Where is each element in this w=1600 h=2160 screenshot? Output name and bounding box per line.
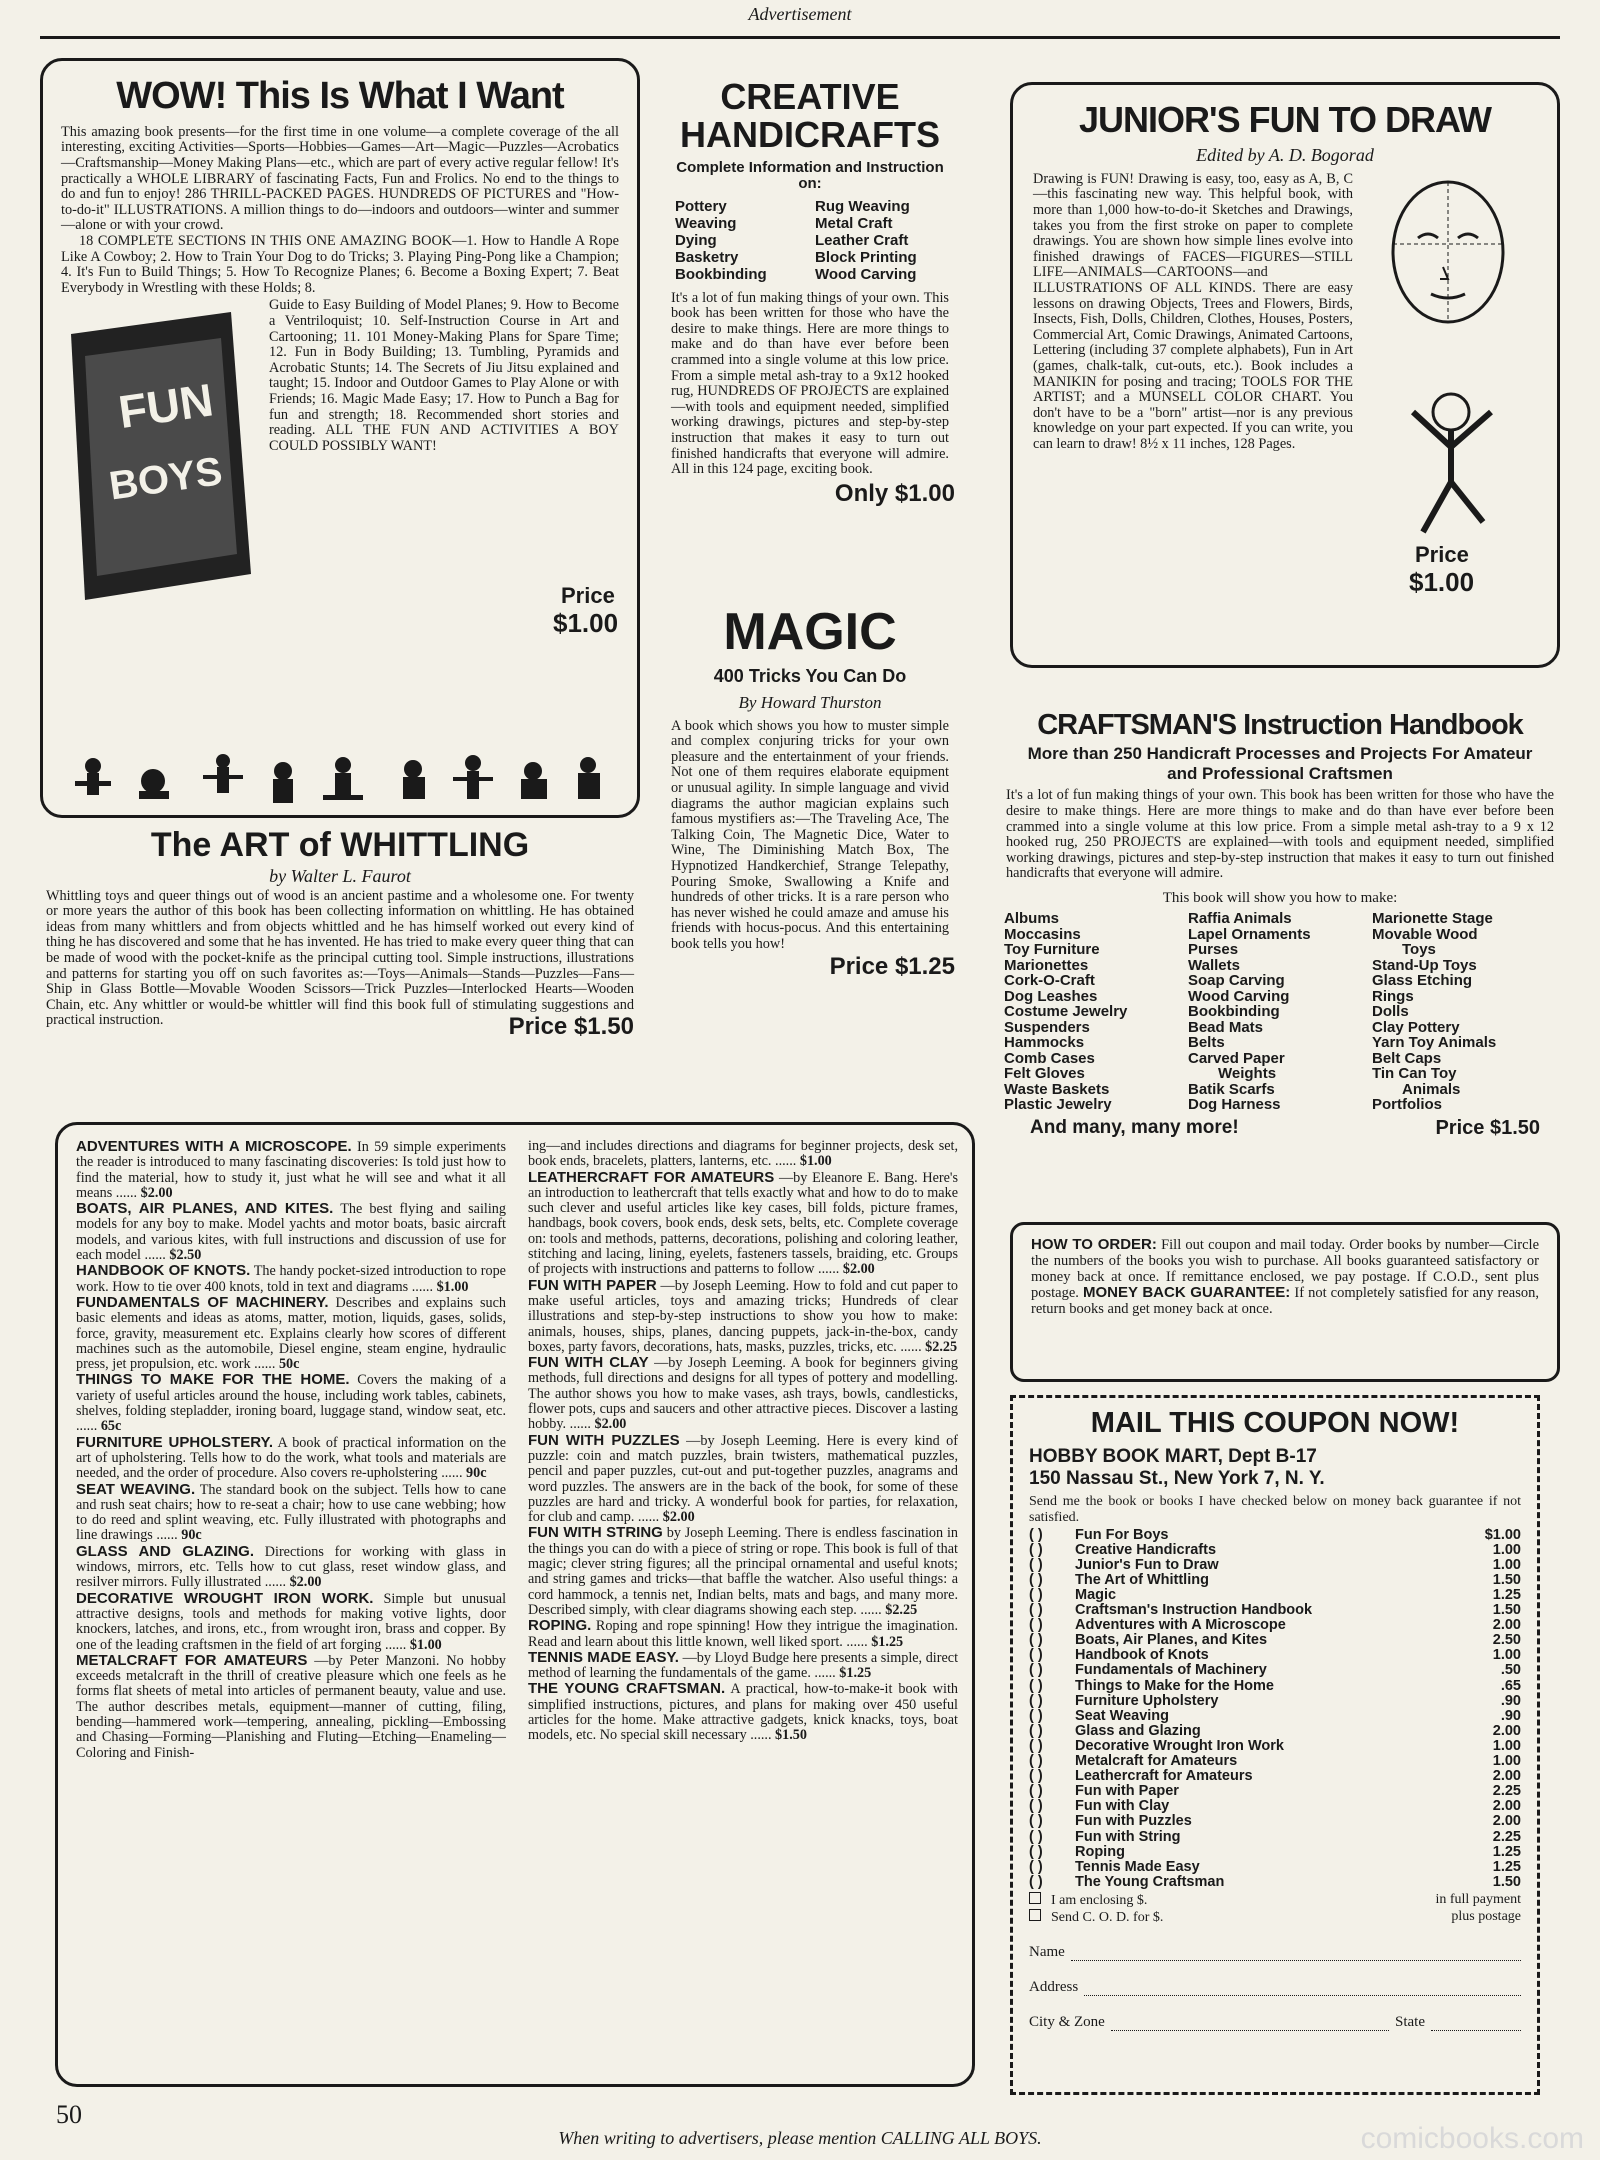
coupon-item-checkbox[interactable]: ( ) — [1029, 1828, 1043, 1845]
book-entry: FUN WITH PUZZLES —by Joseph Leeming. Here is every kind of puzzle: coin and match puzzles, brain twisters, mathematical puzzles, pencil and paper puzzles, cut-out and put-together puzzles, anagrams and word puzzles. The answers are in the back of the book, for some of these puzzles are hard and tricky. A wonderful book for parties, for relaxation, for club and camp. ...... $2.00 — [528, 1431, 959, 1526]
book-entry-description: The handy pocket-sized introduction to rope work. How to tie over 400 knots, told in text and diagrams — [76, 1263, 506, 1295]
craft-item: Belts — [1188, 1034, 1225, 1051]
book-entry-price: 65c — [100, 1418, 122, 1435]
coupon-item-checkbox[interactable]: ( ) — [1029, 1571, 1043, 1588]
coupon-item-name: Glass and Glazing — [1075, 1723, 1201, 1739]
book-entry-price: $2.00 — [594, 1416, 627, 1433]
enclosing-label: I am enclosing $. — [1051, 1892, 1148, 1908]
craft-item: Dog Leashes — [1004, 987, 1098, 1005]
book-entry-price: 50c — [278, 1356, 300, 1373]
craft-item: Purses — [1188, 941, 1239, 958]
how-to-order-label: HOW TO ORDER: — [1031, 1236, 1157, 1253]
coupon-item[interactable] — [1029, 1709, 1521, 1724]
book-entry-title: SEAT WEAVING. — [76, 1480, 196, 1498]
coupon-item-price: 2.00 — [1492, 1617, 1521, 1634]
order-coupon — [1010, 1395, 1540, 2095]
book-entry: THINGS TO MAKE FOR THE HOME. Covers the making of a variety of useful articles around the house, including work tables, cabinets, shelves, folding stepladder, ironing board, luggage stand, window seat, etc. ...... 65c — [76, 1371, 507, 1435]
coupon-item-name: Tennis Made Easy — [1075, 1859, 1200, 1875]
book-entry-price: 90c — [466, 1465, 487, 1482]
coupon-item-price: 1.00 — [1492, 1647, 1521, 1664]
name-label: Name — [1029, 1943, 1065, 1960]
topic-item: Leather Craft — [815, 231, 909, 249]
coupon-item[interactable] — [1029, 1814, 1521, 1829]
coupon-item-checkbox[interactable]: ( ) — [1029, 1662, 1043, 1679]
topic-item: Weaving — [675, 214, 737, 232]
page-header: Advertisement — [748, 4, 852, 24]
coupon-item-checkbox[interactable]: ( ) — [1029, 1783, 1043, 1800]
craftsman-more: And many, many more! — [1030, 1116, 1239, 1138]
topic-item: Block Printing — [815, 248, 917, 266]
coupon-item-name: Metalcraft for Amateurs — [1075, 1754, 1238, 1770]
book-entry-title: THINGS TO MAKE FOR THE HOME. — [76, 1371, 350, 1389]
state-label: State — [1395, 2013, 1425, 2030]
coupon-company: HOBBY BOOK MART, Dept B-17 — [1029, 1446, 1317, 1468]
coupon-item-list — [1029, 1528, 1521, 1890]
craft-item: Clay Pottery — [1372, 1018, 1460, 1036]
cod-label: Send C. O. D. for $. — [1051, 1909, 1164, 1925]
magic-ad — [665, 605, 955, 1110]
craft-item: Belt Caps — [1372, 1049, 1442, 1067]
coupon-item-name: Things to Make for the Home — [1075, 1678, 1274, 1694]
coupon-item-price: 1.00 — [1492, 1753, 1521, 1770]
book-entry-title: FUNDAMENTALS OF MACHINERY. — [76, 1293, 329, 1311]
craft-item: Lapel Ornaments — [1188, 925, 1311, 943]
book-entry: FUN WITH PAPER —by Joseph Leeming. How to fold and cut paper to make useful articles, toys and amazing tricks; Hundreds of clear illustrations and step-by-step instructions to show you how to make: animals, houses, ships, planes, dancing puppets, jack-in-the-box, candy boxes, party favors, decorations, hats, masks, puzzles, tricks, etc. ...... $2.25 — [528, 1276, 958, 1355]
junior-price: $1.00 — [1409, 566, 1475, 597]
craft-item: Batik Scarfs — [1188, 1080, 1275, 1098]
coupon-title: MAIL THIS COUPON NOW! — [1090, 1407, 1460, 1439]
craft-item: Yarn Toy Animals — [1372, 1034, 1497, 1051]
coupon-item-name: Roping — [1075, 1844, 1125, 1860]
craftsmans-handbook-ad — [1000, 710, 1560, 1210]
fun-for-boys-body: This amazing book presents—for the first time in one volume—a complete coverage of the all interesting, exciting Activities—Sports—Hobbies—Games—Art—Magic—Puzzles—Acrobatics—Craftsmanship—Money Making Plans—etc., which are part of every active regular fellow! It's practically a WHOLE LIBRARY of fascinating Facts, Fun and Frolics. No end to the things to do and fun to enjoy! 286 THRILL-PACKED PAGES. HUNDREDS OF PICTURES and "How-to-do-it" ILLUSTRATIONS. A million things to do—indoors and outdoors—winter and summer—alone or with your crowd. — [61, 123, 619, 234]
whittling-title: The ART of WHITTLING — [150, 826, 530, 864]
fun-for-boys-sections-intro: 18 COMPLETE SECTIONS IN THIS ONE AMAZING BOOK—1. How to Handle A Rope Like A Cowboy; 2. How to Train Your Dog to do Tricks; 3. Playing Ping-Pong like a Champion; 4. It's Fun to Build Things; 5. How To Recognize Planes; 6. Become a Boxing Expert; 7. Beat Everybody in Wrestling with these Holds; 8. — [61, 233, 619, 296]
book-entry-description: —by Joseph Leeming. Here is every kind of puzzle: coin and match puzzles, brain twisters, mathematical puzzles, pencil and paper puzzles, cut-out and put-together puzzles, anagrams and word puzzles. The answers are in the back of the book, for some of these puzzles are hard and tricky. A wonderful book for parties, for relaxation, for club and camp. — [528, 1432, 959, 1526]
book-cover-icon — [61, 304, 257, 604]
coupon-item-checkbox[interactable]: ( ) — [1029, 1813, 1043, 1830]
book-entry-price: $2.25 — [925, 1338, 958, 1355]
coupon-item[interactable] — [1029, 1588, 1521, 1603]
junior-price-label: Price — [1415, 541, 1469, 567]
book-entry-price: $1.50 — [775, 1727, 807, 1744]
coupon-item-name: Creative Handicrafts — [1075, 1542, 1217, 1558]
coupon-item-name: Fun with Paper — [1075, 1784, 1179, 1800]
craft-item: Felt Gloves — [1004, 1065, 1085, 1082]
coupon-item[interactable] — [1029, 1830, 1521, 1845]
coupon-item-name: Fun with Puzzles — [1075, 1814, 1192, 1830]
coupon-item-checkbox[interactable]: ( ) — [1029, 1737, 1043, 1754]
book-entry-description: Directions for working with glass in windows, mirrors, etc. Tells how to cut glass, reset window glass, and resilver mirrors. Fully illustrated — [76, 1543, 507, 1591]
whittling-price: Price $1.50 — [508, 1013, 634, 1041]
book-list-box — [55, 1122, 975, 2087]
svg-text:FUN: FUN — [115, 373, 217, 439]
fun-for-boys-price-label: Price — [561, 583, 615, 609]
fun-for-boys-title: WOW! This Is What I Want — [116, 75, 564, 117]
book-entry-title: LEATHERCRAFT FOR AMATEURS — [528, 1168, 775, 1186]
state-field[interactable] — [1431, 2016, 1521, 2031]
coupon-item-price: 2.25 — [1492, 1783, 1521, 1800]
coupon-item-price: .65 — [1500, 1677, 1521, 1694]
book-entry-description: Simple but unusual attractive designs, tools and methods for making votive lights, door knockers, latches, and irons, etc., from wrought iron, brass and copper. By one of the leading craftsmen in the field of art forging — [76, 1590, 507, 1653]
craft-item: Wallets — [1188, 956, 1240, 974]
coupon-item-name: Furniture Upholstery — [1075, 1693, 1219, 1709]
creative-handicrafts-topics — [675, 198, 955, 283]
book-entry-description: Covers the making of a variety of useful articles around the house, including work tables, cabinets, shelves, folding stepladder, ironing board, luggage stand, window seat, etc. — [76, 1372, 507, 1420]
coupon-item-checkbox[interactable]: ( ) — [1029, 1526, 1043, 1543]
coupon-item-price: $1.00 — [1484, 1526, 1521, 1543]
enclosing-suffix: in full payment — [1435, 1891, 1521, 1907]
coupon-item-name: Adventures with A Microscope — [1075, 1618, 1286, 1634]
craft-item: Dolls — [1372, 1003, 1409, 1020]
coupon-item-checkbox[interactable]: ( ) — [1029, 1873, 1043, 1890]
craft-item: Portfolios — [1372, 1096, 1442, 1113]
address-field[interactable] — [1084, 1981, 1521, 1996]
book-entry-title: FURNITURE UPHOLSTERY. — [76, 1433, 273, 1451]
creative-handicrafts-price: Only $1.00 — [834, 479, 955, 507]
coupon-item-price: 1.50 — [1492, 1602, 1521, 1619]
coupon-item-checkbox[interactable]: ( ) — [1029, 1632, 1043, 1649]
figures-icon — [73, 751, 613, 811]
book-entry: ing—and includes directions and diagrams for beginner projects, desk set, book ends, bracelets, platters, lanterns, etc. ...... $1.00 — [528, 1138, 958, 1170]
header-rule — [40, 36, 1560, 39]
coupon-item-checkbox[interactable]: ( ) — [1029, 1753, 1043, 1770]
craft-item: Toy Furniture — [1004, 941, 1100, 958]
coupon-item[interactable] — [1029, 1573, 1521, 1588]
craft-item: Soap Carving — [1188, 972, 1285, 989]
coupon-item-name: Leathercraft for Amateurs — [1075, 1769, 1253, 1785]
activity-figures-illustration — [73, 751, 613, 811]
coupon-item[interactable] — [1029, 1799, 1521, 1814]
coupon-item-name: Magic — [1075, 1588, 1117, 1603]
book-entry: DECORATIVE WROUGHT IRON WORK. Simple but unusual attractive designs, tools and methods for making votive lights, door knockers, latches, and irons, etc., from wrought iron, brass and copper. By one of the leading craftsmen in the field of art forging ...... $1.00 — [76, 1589, 507, 1653]
junior-fun-to-draw-ad — [1010, 82, 1560, 668]
book-entry: TENNIS MADE EASY. —by Lloyd Budge here presents a simple, direct method of learning the fundamentals of the game. ...... $1.25 — [528, 1648, 959, 1682]
book-entry-description: —by Eleanore E. Bang. Here's an introduction to leathercraft that tells exactly what and how to do to make such clever and useful articles like key cases, bill folds, picture frames, handbags, book covers, book ends, desk sets, belts, etc. Complete coverage on: tools and methods, patterns, decorations, polishing and coloring leather, stitching and lacing, lining, eyelets, fasteners tassels, braiding, etc. Groups of projects with instructions and patterns to follow — [528, 1169, 959, 1278]
fun-for-boys-ad — [40, 58, 640, 818]
book-entry-description: Describes and explains such basic elements and ideas as atoms, matter, motion, liquids, gases, solids, force, gravity, measurement etc. Explains clearly how scores of different machines such as the automobile, Diesel engine, steam engine, hydraulic press, jet propulsion, etc. work — [76, 1294, 506, 1373]
city-field[interactable] — [1111, 2016, 1389, 2031]
book-entry: GLASS AND GLAZING. Directions for working with glass in windows, mirrors, etc. Tells how to cut glass, reset window glass, and resilver mirrors. Fully illustrated ...... $2.00 — [76, 1542, 507, 1591]
junior-body: Drawing is FUN! Drawing is easy, too, easy as A, B, C—this fascinating new way. This helpful book, with more than 1,000 how-to-do-it Sketches and Drawings, takes you from the first stroke on paper to complete drawings. You are shown how simple lines evolve into finished drawings of FACES—FIGURES—STILL LIFE—ANIMALS—CARTOONS—and ILLUSTRATIONS OF ALL KINDS. There are easy lessons on drawing Objects, Trees and Flowers, Birds, Insects, Fish, Dolls, Children, Clothes, Houses, Posters, Commercial Art, Comic Drawings, Animated Cartoons, Lettering (including 37 complete alphabets), Fun in Art (games, chalk-talk, cut-outs, etc.). Book includes a MANIKIN for posing and tracing; TOOLS FOR THE ARTIST; and a MUNSELL COLOR CHART. You don't have to be a "born" artist—nor is any previous knowledge on your part expected. If you can write, you can learn to draw! 8½ x 11 inches, 128 Pages. — [1033, 170, 1353, 452]
craft-item: Moccasins — [1004, 925, 1081, 943]
coupon-item-checkbox[interactable]: ( ) — [1029, 1677, 1043, 1694]
book-entry-description: A book of practical information on the art of upholstering. Tells how to do the work, what tools and materials are needed, and the order of procedure. Also covers re-upholstering — [76, 1434, 506, 1482]
topic-item: Bookbinding — [675, 265, 767, 283]
coupon-item-name: Seat Weaving — [1075, 1708, 1170, 1724]
book-entry-price: 90c — [181, 1527, 202, 1544]
book-entry-description: In 59 simple experiments the reader is introduced to many fascinating discoveries: Is told just how to find the material, how to study it, just what he will see and what it all means — [76, 1139, 506, 1201]
coupon-item-checkbox[interactable]: ( ) — [1029, 1768, 1043, 1785]
coupon-item-name: Boats, Air Planes, and Kites — [1075, 1633, 1268, 1649]
coupon-item-price: 1.25 — [1492, 1858, 1521, 1875]
enclosing-checkbox[interactable] — [1029, 1892, 1041, 1904]
craft-item: Plastic Jewelry — [1004, 1096, 1112, 1113]
craft-item: Bookbinding — [1188, 1003, 1280, 1020]
book-entry: ROPING. Roping and rope spinning! How they intrigue the imagination. Read and learn about this little known, well liked sport. ...... $1.25 — [528, 1617, 958, 1650]
fun-for-boys-sections-rest: Guide to Easy Building of Model Planes; 9. How to Become a Ventriloquist; 10. Self-Instruction Course in Art and Cartooning; 11. 101 Money-Making Plans for Spare Time; 12. Fun in Body Building; 13. Tumbling, Pyramids and Acrobatic Stunts; 14. The Secrets of Jiu Jitsu explained and taught; 15. Indoor and Outdoor Games to Play Alone or with Friends; 16. Magic Made Easy; 17. How to Punch a Bag for fun and strength; 18. Recommended short stories and reading. ALL THE FUN AND ACTIVITIES A BOY COULD POSSIBLY WANT! — [269, 297, 619, 454]
book-entry: THE YOUNG CRAFTSMAN. A practical, how-to-make-it book with simplified instructions, pictures, and plans for making over 450 useful articles for the home. Make attractive gadgets, knick knacks, toys, boat models, etc. No special skill necessary ...... $1.50 — [528, 1680, 958, 1744]
book-entry-description: —by Joseph Leeming. A book for beginners giving methods, full directions and designs for all types of pottery and modelling. The author shows you how to make vases, ash trays, bowls, candlesticks, flower pots, cups and saucers and other attractive pieces. Discover a lasting hobby. — [528, 1355, 958, 1433]
address-label: Address — [1029, 1978, 1079, 1995]
coupon-item-price: .90 — [1500, 1707, 1521, 1724]
coupon-item-name: Fun with String — [1075, 1829, 1181, 1845]
book-entry-price: $1.00 — [436, 1278, 469, 1295]
topic-item: Metal Craft — [815, 214, 893, 232]
book-entry-title: DECORATIVE WROUGHT IRON WORK. — [76, 1589, 374, 1607]
book-entry-price: $2.25 — [885, 1601, 918, 1618]
coupon-item-price: .90 — [1500, 1692, 1521, 1709]
book-list-column-2 — [528, 1139, 958, 1744]
coupon-item-price: 2.00 — [1492, 1798, 1521, 1815]
craftsman-body: It's a lot of fun making things of your own. This book has been written for those who have the desire to make things. Here are more things to make and do than have ever before been crammed into a single volume at this low price. From a simple metal ash-tray to a 9 x 12 hooked rug, 250 PROJECTS are explained—with tools and equipment needed, simplified working drawings, pictures and step-by-step instruction that makes it easy to turn out finished handicrafts that everyone will admire. — [1006, 787, 1554, 882]
craft-item: Raffia Animals — [1188, 910, 1292, 927]
topic-item: Basketry — [675, 248, 739, 266]
magic-body: A book which shows you how to muster simple and complex conjuring tricks for your own pleasure and the entertainment of your friends. Not one of them requires elaborate equipment or unusual agility. In simple language and vivid diagrams the author magician explains such famous mystifiers as:—The Traveling Ace, The Talking Coin, The Magnetic Dice, Water to Wine, The Diminishing Match Box, The Hypnotized Handkerchief, Strange Telepathy, Pouring Smoke, Swallowing a Knife and hundreds of other tricks. It is a rare person who has never wished he could amaze and amuse his friends with hocus-pocus. And this entertaining book tells you how! — [671, 717, 949, 952]
book-list-column-1 — [76, 1139, 506, 1761]
craft-item: Animals — [1402, 1080, 1461, 1098]
book-entry: FUN WITH CLAY —by Joseph Leeming. A book for beginners giving methods, full directions and designs for all types of pottery and modelling. The author shows you how to make vases, ash trays, bowls, candlesticks, flower pots, cups and saucers and other attractive pieces. Discover a lasting hobby. ...... $2.00 — [528, 1354, 958, 1433]
book-entry-description: —by Lloyd Budge here presents a simple, direct method of learning the fundamentals of the game. — [528, 1649, 959, 1682]
craft-item: Carved Paper — [1188, 1049, 1285, 1067]
book-entry-description: —by Peter Manzoni. No hobby exceeds metalcraft in the thrill of creative pleasure which one feels as he forms flat sheets of metal into articles of permanent beauty, value and use. The author describes metals, equipment—manner of cutting, filing, bending—hammered work—tempering, annealing, pickling—Embossing and Chasing—Forming—Planishing and Fluting—Etching—Enameling—Coloring and Finish- — [76, 1652, 506, 1761]
topic-item: Rug Weaving — [815, 197, 910, 215]
craft-item: Hammocks — [1004, 1034, 1085, 1051]
coupon-item-name: Fun For Boys — [1075, 1527, 1169, 1543]
craft-item: Marionette Stage — [1372, 910, 1493, 927]
craftsman-subtitle: More than 250 Handicraft Processes and Projects For Amateur and Professional Craftsmen — [1027, 744, 1533, 784]
book-entry: LEATHERCRAFT FOR AMATEURS —by Eleanore E. Bang. Here's an introduction to leathercraft that tells exactly what and how to do to make such clever and useful articles like key cases, bill folds, picture frames, handbags, book covers, book ends, desk sets, belts, etc. Complete coverage on: tools and methods, patterns, decorations, polishing and coloring leather, stitching and lacing, lining, eyelets, fasteners tassels, braiding, etc. Groups of projects with instructions and patterns to follow ...... $2.00 — [528, 1168, 959, 1278]
coupon-item[interactable] — [1029, 1679, 1521, 1694]
whittling-byline: by Walter L. Faurot — [269, 865, 411, 886]
coupon-item-price: 1.00 — [1492, 1541, 1521, 1558]
art-of-whittling-ad — [40, 828, 640, 1113]
book-entry-title: THE YOUNG CRAFTSMAN. — [528, 1680, 726, 1698]
coupon-instructions: Send me the book or books I have checked below on money back guarantee if not satisfied. — [1029, 1494, 1521, 1526]
craft-item: Stand-Up Toys — [1372, 956, 1477, 974]
book-entry-title: FUN WITH PAPER — [528, 1276, 657, 1294]
coupon-item[interactable] — [1029, 1875, 1521, 1890]
how-to-order-box — [1010, 1222, 1560, 1382]
book-entry-title: ROPING. — [528, 1617, 592, 1635]
craft-item: Dog Harness — [1188, 1096, 1281, 1113]
topic-item: Dying — [675, 231, 717, 249]
coupon-item-checkbox[interactable]: ( ) — [1029, 1587, 1043, 1603]
coupon-item-price: 1.50 — [1492, 1873, 1521, 1890]
fun-for-boys-price: $1.00 — [553, 608, 619, 639]
topic-item: Wood Carving — [815, 265, 917, 283]
topic-item: Pottery — [675, 197, 727, 215]
craft-item: Cork-O-Craft — [1004, 972, 1095, 989]
craftsman-items — [1000, 911, 1560, 1113]
book-entry-title: ADVENTURES WITH A MICROSCOPE. — [76, 1138, 352, 1155]
coupon-item[interactable] — [1029, 1724, 1521, 1739]
coupon-item-checkbox[interactable]: ( ) — [1029, 1556, 1043, 1573]
craft-item: Suspenders — [1004, 1018, 1090, 1036]
book-entry-price: $2.00 — [289, 1574, 322, 1591]
book-entry: SEAT WEAVING. The standard book on the subject. Tells how to cane and rush seat chairs; how to re-seat a chair; how to use cane webbing; how to do reed and splint weaving, etc. Fully illustrated with photographs and line drawings ...... 90c — [76, 1480, 506, 1544]
coupon-item-name: Fun with Clay — [1075, 1799, 1170, 1815]
book-entry: FUN WITH STRING by Joseph Leeming. There is endless fascination in the things you can do with a piece of string or rope. This book is full of that magic; clever string figures; all the principal ornamental and useful knots; and string games and tricks—that baffle the watcher. Also useful things: a cord hammock, a tennis net, Indian belts, mats and bags, and many more. Described simply, with clear diagrams showing each step. ...... $2.25 — [528, 1524, 958, 1618]
junior-byline: Edited by A. D. Bogorad — [1196, 144, 1374, 165]
craft-item: Tin Can Toy — [1372, 1065, 1457, 1082]
creative-handicrafts-subtitle: Complete Information and Instruction on: — [676, 158, 944, 192]
magic-title: MAGIC — [723, 603, 897, 661]
coupon-item-name: Fundamentals of Machinery — [1075, 1663, 1267, 1679]
coupon-item-name: Decorative Wrought Iron Work — [1075, 1738, 1284, 1754]
craft-item: Glass Etching — [1372, 972, 1473, 989]
coupon-item[interactable] — [1029, 1618, 1521, 1633]
book-entry-price: $1.25 — [871, 1633, 904, 1650]
craft-item: Wood Carving — [1188, 987, 1290, 1005]
coupon-item[interactable] — [1029, 1603, 1521, 1618]
book-entry: HANDBOOK OF KNOTS. The handy pocket-sized introduction to rope work. How to tie over 400 knots, told in text and diagrams ...... $1.00 — [76, 1262, 506, 1295]
coupon-item-price: 1.00 — [1492, 1556, 1521, 1573]
book-entry-price: $1.00 — [799, 1153, 832, 1170]
craft-item: Comb Cases — [1004, 1049, 1095, 1067]
creative-handicrafts-ad — [665, 78, 955, 598]
book-entry-title: TENNIS MADE EASY. — [528, 1648, 679, 1666]
craft-item: Toys — [1402, 941, 1436, 958]
coupon-item-name: Junior's Fun to Draw — [1075, 1557, 1219, 1573]
book-entry-description: by Joseph Leeming. There is endless fascination in the things you can do with a piece of string or rope. This book is full of that magic; clever string figures; all the principal ornamental and useful knots; and string games and tricks—that baffle the watcher. Also useful things: a cord hammock, a tennis net, Indian belts, mats and bags, and many more. Described simply, with clear diagrams showing each step. — [528, 1525, 958, 1618]
whittling-body: Whittling toys and queer things out of wood is an ancient pastime and a wholesome one. For twenty or more years the author of this book has been collecting information on whittling. He has obtained ideas from many whittlers and from objects whittled and he has himself worked out every kind of thing he has discovered and some that he has invented. He has tried to make every queer thing that can be made of wood with the pocket-knife as the principal cutting tool. Simple instructions, illustrations and patterns for starting you off on such favorites as:—Toys—Animals—Stands—Puzzles—Fans—Ship in Glass Bottle—Movable Wooden Scissors—Trick Puzzles—Interlocked Hearts—Wooden Chain, etc. Any whittler or would-be whittler will find this book full of stimulating suggestions and practical instruction. — [46, 887, 634, 1029]
coupon-item[interactable] — [1029, 1739, 1521, 1754]
city-label: City & Zone — [1029, 2013, 1105, 2030]
book-entry-title: GLASS AND GLAZING. — [76, 1542, 254, 1560]
coupon-item[interactable] — [1029, 1845, 1521, 1860]
coupon-item[interactable] — [1029, 1784, 1521, 1799]
coupon-item-price: 2.00 — [1492, 1722, 1521, 1739]
book-entry-description: A practical, how-to-make-it book with simplified instructions, pictures, and plans for making over 450 useful articles for the home. Make attractive gadgets, knick knacks, toys, boat models, etc. No special skill necessary — [528, 1681, 958, 1744]
coupon-item[interactable] — [1029, 1648, 1521, 1663]
coupon-address: 150 Nassau St., New York 7, N. Y. — [1029, 1468, 1325, 1490]
drawing-face-illustration — [1373, 172, 1523, 602]
coupon-item[interactable] — [1029, 1558, 1521, 1573]
book-entry-title: FUN WITH STRING — [528, 1524, 663, 1542]
coupon-item-checkbox[interactable]: ( ) — [1029, 1843, 1043, 1860]
coupon-item-name: The Young Craftsman — [1075, 1874, 1225, 1890]
coupon-item-price: 1.50 — [1492, 1571, 1521, 1588]
craft-item: Bead Mats — [1188, 1018, 1264, 1036]
coupon-item[interactable] — [1029, 1528, 1521, 1543]
craft-item: Waste Baskets — [1004, 1080, 1110, 1098]
name-field[interactable] — [1071, 1946, 1521, 1961]
coupon-item-price: 2.25 — [1492, 1828, 1521, 1845]
coupon-item[interactable] — [1029, 1633, 1521, 1648]
coupon-item-price: 2.00 — [1492, 1813, 1521, 1830]
coupon-item-checkbox[interactable]: ( ) — [1029, 1858, 1043, 1875]
book-entry-price: $2.00 — [842, 1261, 875, 1278]
coupon-item[interactable] — [1029, 1769, 1521, 1784]
how-to-order-text: Fill out coupon and mail today. Order books by number—Circle the numbers of the books you wish to purchase. All books guaranteed satisfactory or money back at once. If remittance enclosed, we pay postage. If C.O.D., sent plus postage. — [1031, 1237, 1540, 1301]
craft-item: Marionettes — [1004, 956, 1089, 974]
coupon-item-name: The Art of Whittling — [1075, 1572, 1209, 1588]
coupon-item-price: .50 — [1500, 1662, 1521, 1679]
money-back-text: If not completely satisfied for any reason, return books and get money back at once. — [1031, 1285, 1540, 1317]
craftsman-intro: This book will show you how to make: — [1162, 890, 1398, 906]
book-entry-price: $1.00 — [409, 1636, 442, 1653]
coupon-item-price: 1.00 — [1492, 1737, 1521, 1754]
fun-for-boys-cover — [61, 304, 257, 604]
coupon-item-name: Craftsman's Instruction Handbook — [1075, 1603, 1313, 1619]
craft-item: Rings — [1372, 987, 1414, 1005]
book-entry-title: FUN WITH PUZZLES — [528, 1431, 680, 1449]
coupon-item-checkbox[interactable]: ( ) — [1029, 1617, 1043, 1634]
book-entry-price: $2.50 — [169, 1247, 202, 1264]
magic-price: Price $1.25 — [829, 952, 955, 980]
book-entry-price: $2.00 — [662, 1509, 695, 1526]
cod-checkbox[interactable] — [1029, 1909, 1041, 1921]
book-entry-price: $2.00 — [140, 1184, 173, 1201]
coupon-item[interactable] — [1029, 1663, 1521, 1678]
creative-handicrafts-title: CREATIVE HANDICRAFTS — [680, 76, 940, 155]
coupon-item-checkbox[interactable]: ( ) — [1029, 1647, 1043, 1664]
svg-text:BOYS: BOYS — [106, 449, 225, 509]
book-entry-title: FUN WITH CLAY — [528, 1354, 649, 1372]
coupon-item[interactable] — [1029, 1860, 1521, 1875]
craftsman-title: CRAFTSMAN'S Instruction Handbook — [1037, 709, 1523, 741]
coupon-item-checkbox[interactable]: ( ) — [1029, 1602, 1043, 1619]
book-entry: BOATS, AIR PLANES, AND KITES. The best flying and sailing models for any boy to make. Model yachts and motor boats, basic aircraft models, and various kites, with full instructions and discussion of use for each model ...... $2.50 — [76, 1200, 506, 1264]
coupon-item-price: 1.25 — [1492, 1587, 1521, 1603]
craft-item: Costume Jewelry — [1004, 1003, 1128, 1020]
craft-item: Albums — [1004, 910, 1060, 927]
book-entry-title: METALCRAFT FOR AMATEURS — [76, 1651, 308, 1669]
coupon-item-price: 1.25 — [1492, 1843, 1521, 1860]
book-entry — [76, 1653, 506, 1761]
book-entry-price: $1.25 — [839, 1665, 872, 1682]
junior-title: JUNIOR'S FUN TO DRAW — [1079, 99, 1491, 140]
book-entry-title: BOATS, AIR PLANES, AND KITES. — [76, 1200, 334, 1218]
book-entry: FUNDAMENTALS OF MACHINERY. Describes and explains such basic elements and ideas as atoms, matter, motion, liquids, gases, solids, force, gravity, measurement etc. Explains clearly how scores of different machines such as the automobile, Diesel engine, steam engine, hydraulic press, jet propulsion, etc. work ...... 50c — [76, 1293, 506, 1373]
coupon-item-price: 2.00 — [1492, 1768, 1521, 1785]
page-number: 50 — [56, 2100, 82, 2129]
book-entry: ADVENTURES WITH A MICROSCOPE. In 59 simple experiments the reader is introduced to many fascinating discoveries: Is told just how to find the material, how to study it, just what he will see and what it all means ...... $2.00 — [76, 1138, 506, 1201]
coupon-item[interactable] — [1029, 1543, 1521, 1558]
book-entry-description: The best flying and sailing models for any boy to make. Model yachts and motor boats, basic aircraft models, and various kites, with full instructions and discussion of use for each model — [76, 1201, 506, 1264]
cod-suffix: plus postage — [1451, 1908, 1521, 1924]
money-back-label: MONEY BACK GUARANTEE: — [1083, 1284, 1291, 1301]
watermark: comicbooks.com — [1360, 2122, 1584, 2155]
coupon-item[interactable] — [1029, 1754, 1521, 1769]
book-entry-description: Roping and rope spinning! How they intrigue the imagination. Read and learn about this little known, well liked sport. — [528, 1618, 958, 1650]
coupon-item-checkbox[interactable]: ( ) — [1029, 1798, 1043, 1815]
page-footer: When writing to advertisers, please mention CALLING ALL BOYS. — [558, 2128, 1042, 2148]
coupon-item-checkbox[interactable]: ( ) — [1029, 1692, 1043, 1709]
coupon-item[interactable] — [1029, 1694, 1521, 1709]
book-entry-description: The standard book on the subject. Tells how to cane and rush seat chairs; how to re-seat a chair; how to use cane webbing; how to do reed and splint weaving, etc. Fully illustrated with photographs and line drawings — [76, 1481, 506, 1544]
book-entry-title: HANDBOOK OF KNOTS. — [76, 1262, 251, 1280]
craft-item: Weights — [1218, 1065, 1277, 1082]
coupon-item-price: 2.50 — [1492, 1632, 1521, 1649]
how-to-order-text-block — [1031, 1237, 1539, 1317]
magic-byline: By Howard Thurston — [738, 692, 882, 712]
coupon-item-checkbox[interactable]: ( ) — [1029, 1541, 1043, 1558]
magic-subtitle: 400 Tricks You Can Do — [713, 665, 907, 686]
book-entry: FURNITURE UPHOLSTERY. A book of practical information on the art of upholstering. Tells how to do the work, what tools and materials are needed, and the order of procedure. Also covers re-upholstering ...... 90c — [76, 1433, 506, 1482]
craft-item: Movable Wood — [1372, 925, 1478, 943]
coupon-item-name: Handbook of Knots — [1075, 1648, 1209, 1664]
coupon-item-checkbox[interactable]: ( ) — [1029, 1722, 1043, 1739]
creative-handicrafts-body: It's a lot of fun making things of your own. This book has been written for those who have the desire to make things. Here are more things to make and do than have ever before been crammed into a single volume at this low price. From a simple metal ash-tray to a 9x12 hooked rug, HUNDREDS OF PROJECTS are explained—with tools and equipment needed, simplified working drawings, pictures and step-by-step instruction that makes it easy to turn out finished handicrafts that everyone will admire. All in this 124 page, exciting book. — [671, 289, 949, 478]
craftsman-price: Price $1.50 — [1435, 1116, 1540, 1139]
book-entry-description: ing—and includes directions and diagrams for beginner projects, desk set, book ends, bracelets, platters, lanterns, etc. — [528, 1138, 958, 1170]
book-entry-description: —by Joseph Leeming. How to fold and cut paper to make useful articles, toys and amazing tricks; Hundreds of clear illustrations and step-by-step instructions to show you how to make: animals, houses, ships, planes, dancing puppets, jack-in-the-box, candy boxes, party favors, decorations, hats, masks, puzzles, tricks, etc. — [528, 1277, 958, 1355]
coupon-item-checkbox[interactable]: ( ) — [1029, 1707, 1043, 1724]
